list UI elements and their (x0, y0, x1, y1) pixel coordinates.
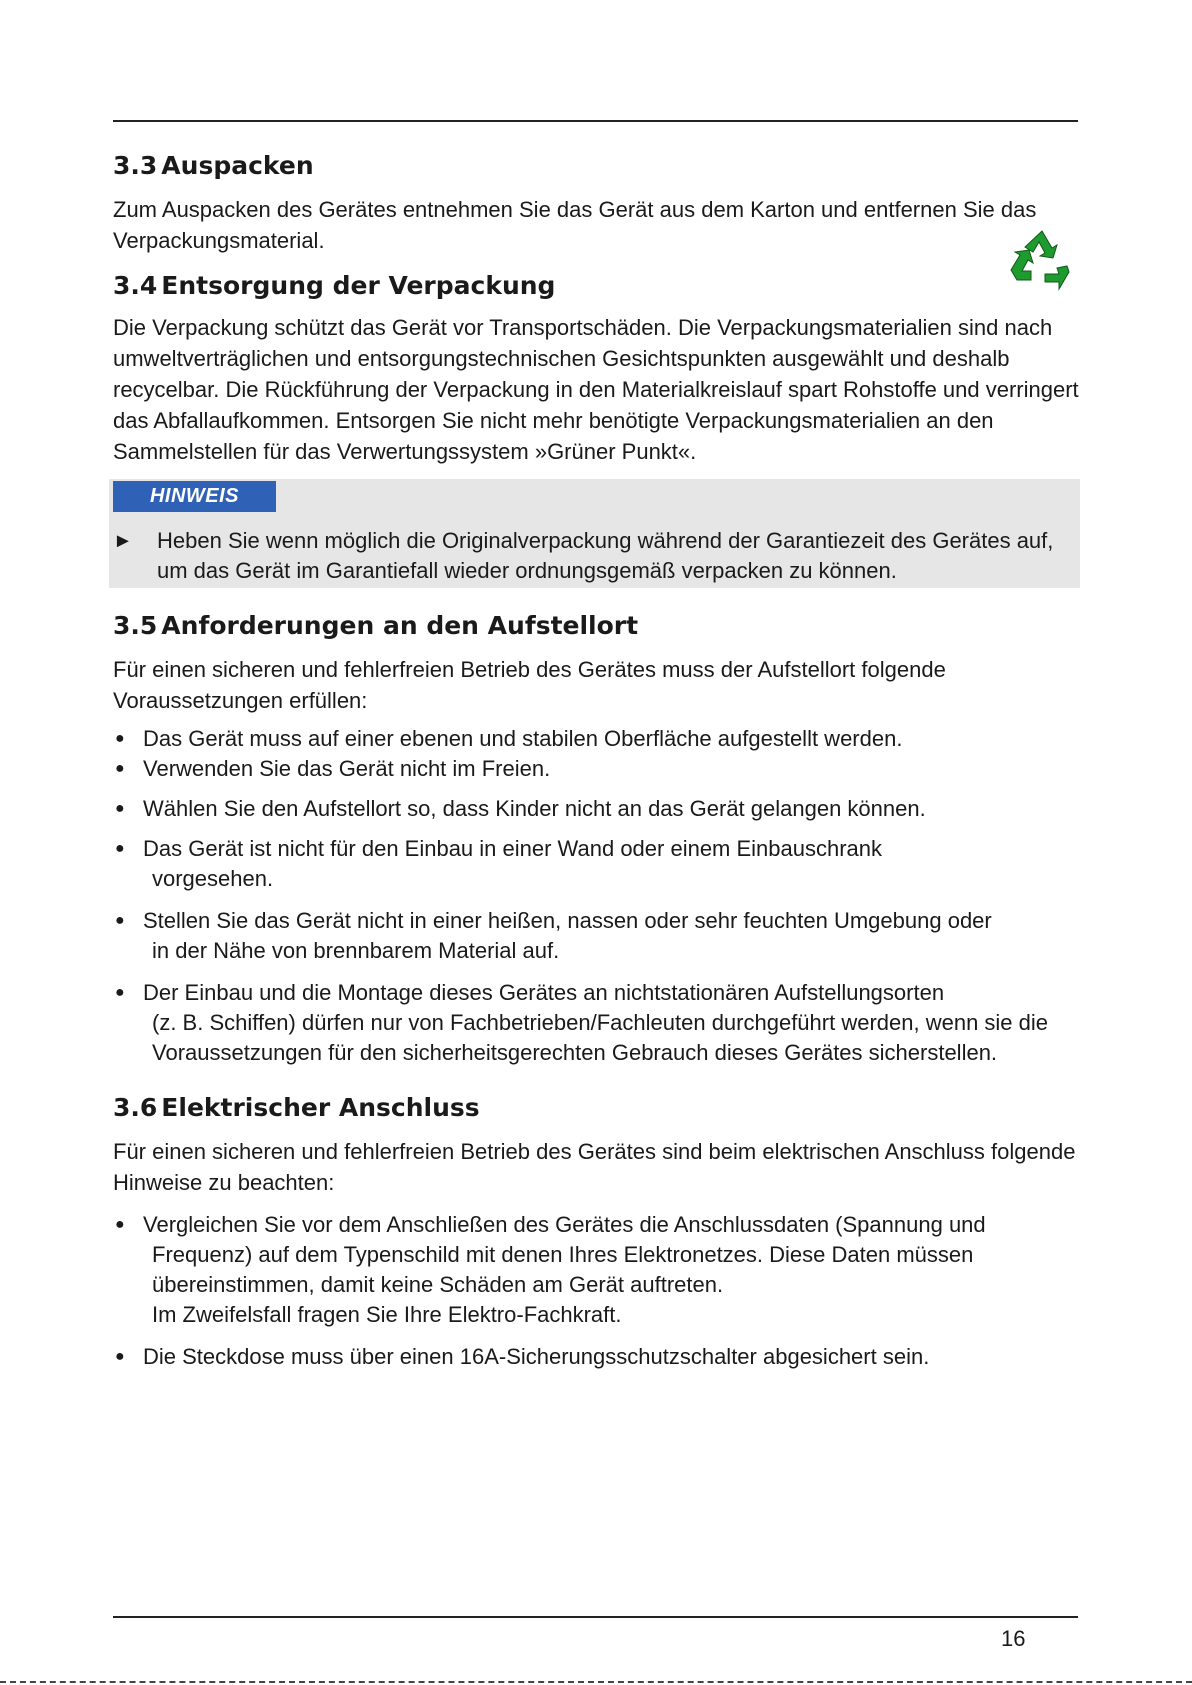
header-rule (113, 120, 1078, 122)
bullet-list (113, 1210, 1079, 1372)
section-aufstellort (113, 610, 1079, 1068)
list-item (113, 724, 1079, 754)
section-body: Zum Auspacken des Gerätes entnehmen Sie das Gerät aus dem Karton und entfernen Sie das Verpackungsmaterial. (113, 197, 1037, 253)
list-item (113, 754, 1079, 784)
section-title: Entsorgung der Verpackung (161, 271, 556, 300)
list-item-text-extra: Im Zweifelsfall fragen Sie Ihre Elektro-Fachkraft. (152, 1302, 622, 1327)
list-item (113, 1342, 1079, 1372)
section-heading (113, 150, 1079, 182)
list-item-text: Das Gerät muss auf einer ebenen und stabilen Oberfläche aufgestellt werden. (143, 726, 903, 751)
list-item-text-continued: (z. B. Schiffen) dürfen nur von Fachbetrieben/Fachleuten durchgeführt werden, wenn sie die Voraussetzungen für den sicherheitsgerechten Gebrauch dieses Gerätes sicherstellen. (152, 1010, 1049, 1065)
bullet-icon: ● (115, 730, 125, 747)
list-item-text: Wählen Sie den Aufstellort so, dass Kinder nicht an das Gerät gelangen können. (143, 796, 926, 821)
bullet-icon: ● (115, 800, 125, 817)
bullet-icon: ● (115, 912, 125, 929)
list-item-text-continued: vorgesehen. (152, 866, 274, 891)
section-auspacken (113, 150, 1079, 256)
section-heading (113, 270, 1079, 302)
list-item-text-continued: in der Nähe von brennbarem Material auf. (152, 938, 560, 963)
list-item-text: Die Steckdose muss über einen 16A-Sicherungsschutzschalter abgesichert sein. (143, 1344, 930, 1369)
list-item-text: Das Gerät ist nicht für den Einbau in einer Wand oder einem Einbauschrank (143, 836, 883, 861)
recycle-icon (1009, 228, 1075, 294)
bullet-icon: ● (115, 1216, 125, 1233)
page-number: 16 (1001, 1626, 1026, 1651)
list-item (113, 834, 1079, 894)
hinweis-item (109, 512, 1080, 586)
section-entsorgung (113, 270, 1079, 588)
section-intro: Für einen sicheren und fehlerfreien Betrieb des Gerätes muss der Aufstellort folgende Voraussetzungen erfüllen: (113, 657, 946, 713)
bullet-icon: ● (115, 760, 125, 777)
list-item-text-continued: Frequenz) auf dem Typenschild mit denen Ihres Elektronetzes. Diese Daten müssen übereinstimmen, damit keine Schäden am Gerät auftreten. (152, 1242, 974, 1297)
section-number: 3.3 (113, 151, 158, 180)
arrow-right-icon: ► (113, 530, 133, 552)
list-item-text: Der Einbau und die Montage dieses Gerätes an nichtstationären Aufstellungsorten (143, 980, 945, 1005)
bullet-icon: ● (115, 840, 125, 857)
hinweis-text: Heben Sie wenn möglich die Originalverpackung während der Garantiezeit des Gerätes auf, um das Gerät im Garantiefall wieder ordnungsgemäß verpacken zu können. (157, 528, 1054, 583)
bullet-icon: ● (115, 1348, 125, 1365)
section-title: Anforderungen an den Aufstellort (161, 611, 639, 640)
list-item (113, 978, 1079, 1068)
list-item-text: Verwenden Sie das Gerät nicht im Freien. (143, 756, 551, 781)
hinweis-box (109, 479, 1080, 588)
page-content (113, 150, 1079, 1372)
bullet-icon: ● (115, 984, 125, 1001)
section-title: Elektrischer Anschluss (161, 1093, 480, 1122)
footer-rule (113, 1616, 1078, 1618)
section-body: Die Verpackung schützt das Gerät vor Transportschäden. Die Verpackungsmaterialien sind nach umweltverträglichen und entsorgungstechnischen Gesichtspunkten ausgewählt und deshalb recycelbar. Die Rückführung der Verpackung in den Materialkreislauf spart Rohstoffe und verringert das Abfallaufkommen. Entsorgen Sie nicht mehr benötigte Verpackungsmaterialien an den Sammelstellen für das Verwertungssystem »Grüner Punkt«. (113, 315, 1079, 464)
section-anschluss (113, 1092, 1079, 1372)
section-number: 3.4 (113, 271, 158, 300)
page-edge-dashes (0, 1681, 1192, 1683)
hinweis-badge: HINWEIS (113, 481, 276, 512)
list-item (113, 1210, 1079, 1330)
list-item (113, 794, 1079, 824)
section-title: Auspacken (161, 151, 314, 180)
list-item-text: Vergleichen Sie vor dem Anschließen des Gerätes die Anschlussdaten (Spannung und (143, 1212, 986, 1237)
bullet-list (113, 724, 1079, 1068)
section-number: 3.5 (113, 611, 158, 640)
list-item-text: Stellen Sie das Gerät nicht in einer heißen, nassen oder sehr feuchten Umgebung oder (143, 908, 992, 933)
section-heading (113, 1092, 1079, 1124)
section-heading (113, 610, 1079, 642)
list-item (113, 906, 1079, 966)
section-number: 3.6 (113, 1093, 158, 1122)
section-intro: Für einen sicheren und fehlerfreien Betrieb des Gerätes sind beim elektrischen Anschluss folgende Hinweise zu beachten: (113, 1139, 1076, 1195)
